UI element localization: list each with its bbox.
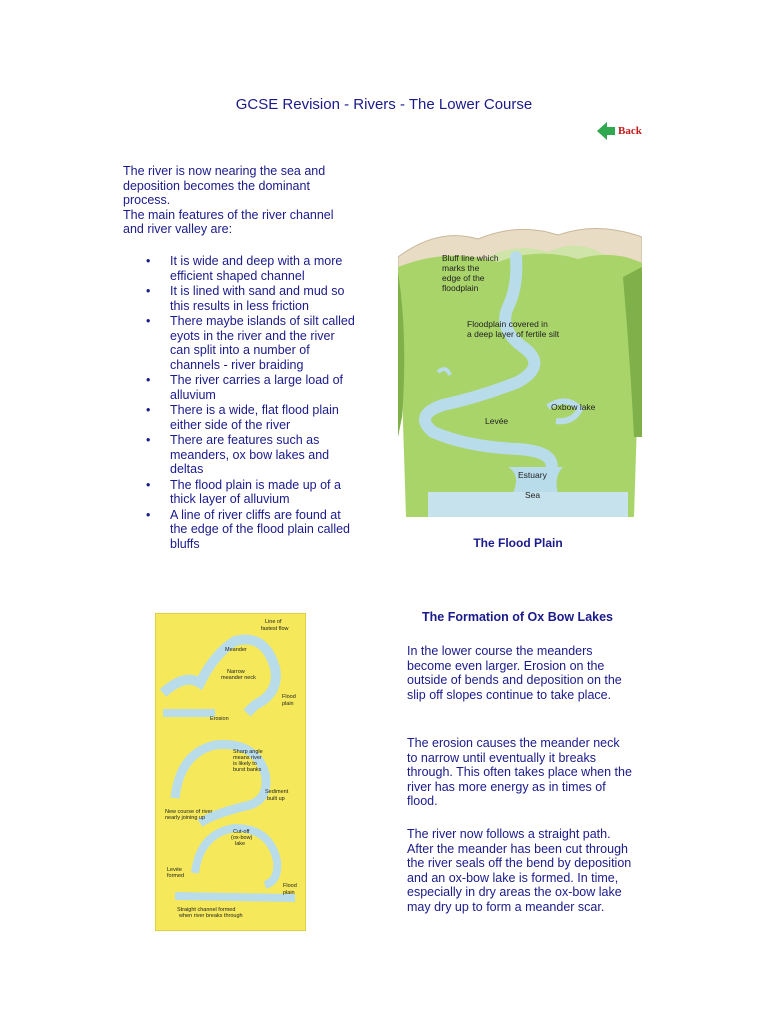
oxbow-formation-diagram [155, 613, 306, 931]
list-item: • A line of river cliffs are found at the edge of the flood plain called bluffs [146, 508, 356, 552]
label-cutoff: lake [235, 841, 246, 847]
label-bluff: edge of the [442, 273, 485, 283]
label-cutoff: Cut-off [233, 829, 250, 835]
label-flood-plain: Flood [282, 694, 296, 700]
label-erosion: Erosion [210, 716, 229, 722]
label-fastest-flow: Line of [265, 619, 282, 625]
intro-paragraph: The river is now nearing the sea and deposition becomes the dominant process. [123, 164, 326, 207]
straight-channel [175, 896, 295, 898]
label-sharp-angle: is likely to [233, 761, 257, 767]
back-arrow-tail [606, 127, 615, 135]
label-meander: Meander [225, 647, 247, 653]
list-item: • There maybe islands of silt called eyots in the river and the river can split into a number of channels - river braiding [146, 314, 356, 372]
label-floodplain: Floodplain covered in [467, 319, 548, 329]
label-sharp-angle: Sharp angle [233, 749, 263, 755]
oxbow-paragraph: The river now follows a straight path. After the meander has been cut through the river seals off the bend by deposition and an ox-bow lake is formed. In time, especially in dry areas the ox-bow lake may dry up to form a meander scar. [407, 827, 632, 914]
label-flood-plain-2: Flood [283, 883, 297, 889]
back-label: Back [618, 125, 642, 137]
label-sharp-angle: means river [233, 755, 262, 761]
oxbow-paragraph: The erosion causes the meander neck to narrow until eventually it breaks through. This often takes place when the river has more energy as in times of flood. [407, 736, 632, 808]
label-sediment: built up [267, 796, 285, 802]
label-bluff: marks the [442, 263, 480, 273]
label-narrow-neck: Narrow [227, 669, 245, 675]
label-sediment: Sediment [265, 789, 289, 795]
oxbow-heading: The Formation of Ox Bow Lakes [422, 610, 613, 624]
label-sea: Sea [525, 490, 541, 500]
label-flood-plain-2: plain [283, 890, 295, 896]
label-fastest-flow: fastest flow [261, 626, 289, 632]
flood-plain-caption: The Flood Plain [473, 536, 563, 550]
intro-lead: The main features of the river channel and river valley are: [123, 207, 334, 236]
list-item: • There are features such as meanders, ox bow lakes and deltas [146, 433, 356, 477]
label-oxbow: Oxbow lake [551, 402, 596, 412]
list-item: • It is wide and deep with a more efficient shaped channel [146, 254, 356, 283]
label-levee: formed [167, 873, 185, 879]
label-new-course: New course of river [165, 809, 213, 815]
label-bluff: floodplain [442, 283, 479, 293]
list-item: • The river carries a large load of alluvium [146, 373, 356, 402]
label-straight-channel: when river breaks through [179, 913, 243, 919]
list-item: • It is lined with sand and mud so this results in less friction [146, 284, 356, 313]
intro-text [123, 164, 353, 237]
label-straight-channel: Straight channel formed [177, 907, 236, 913]
label-levee: Levée [167, 867, 182, 873]
list-item: • There is a wide, flat flood plain either side of the river [146, 403, 356, 432]
features-list [146, 254, 356, 552]
back-button[interactable] [597, 122, 642, 140]
label-levee: Levée [485, 416, 509, 426]
page-title: GCSE Revision - Rivers - The Lower Course [235, 96, 533, 113]
label-floodplain: a deep layer of fertile silt [467, 329, 560, 339]
list-item: • The flood plain is made up of a thick layer of alluvium [146, 478, 356, 507]
label-sharp-angle: burst banks [233, 767, 262, 773]
label-estuary: Estuary [518, 470, 547, 480]
oxbow-paragraph: In the lower course the meanders become even larger. Erosion on the outside of bends and deposition on the slip off slopes continue to take place. [407, 644, 622, 702]
label-cutoff: (ox-bow) [231, 835, 253, 841]
flood-plain-illustration [398, 217, 642, 517]
label-new-course: nearly joining up [165, 815, 206, 821]
label-narrow-neck: meander neck [221, 675, 256, 681]
label-flood-plain: plain [282, 701, 294, 707]
label-bluff: Bluff line which [442, 253, 499, 263]
